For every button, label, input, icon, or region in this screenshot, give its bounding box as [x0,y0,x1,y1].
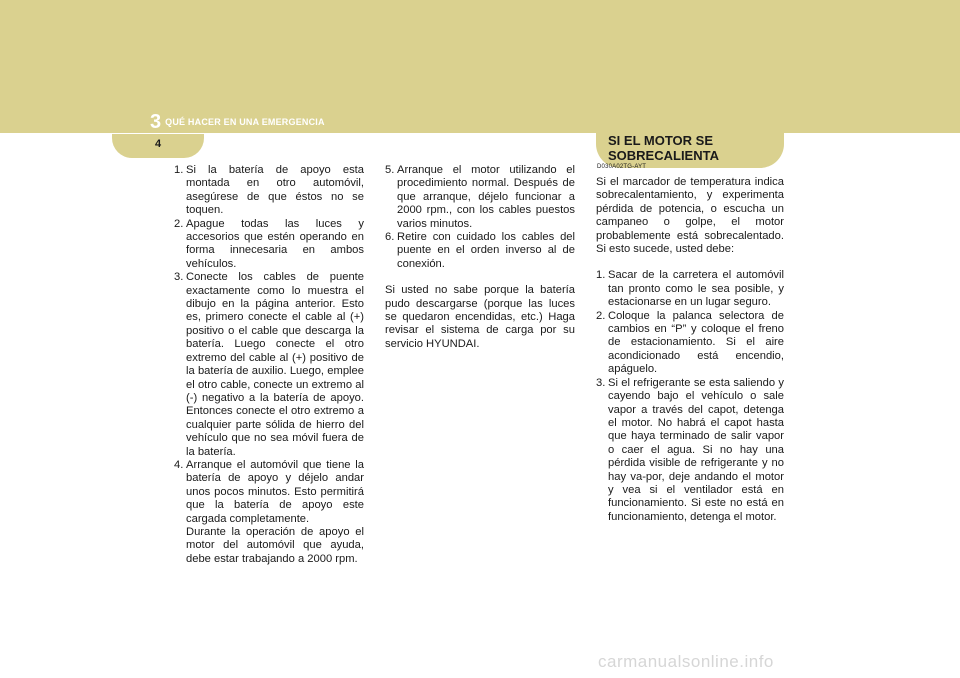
chapter-title: QUÉ HACER EN UNA EMERGENCIA [165,117,325,127]
item-number: 1. [596,269,606,282]
item-number: 1. [174,164,184,176]
column-3 [596,176,784,524]
item-continuation: Durante la operación de apoyo el motor del automóvil que ayuda, debe estar trabajando a 2000 rpm. [186,525,364,565]
item-text: Arranque el automóvil que tiene la batería de apoyo y déjelo andar unos pocos minutos. Esto permitirá que la batería de apoyo este cargada completamente. [186,458,364,525]
list-item [174,164,364,218]
column-1 [174,164,364,566]
list-item [596,310,784,377]
item-text: Arranque el motor utilizando el procedimiento normal. Después de que arranque, déjelo funcionar a 2000 rpm., con los cables puestos varios minutos. [397,164,575,230]
list-item [385,164,575,231]
item-number: 4. [174,458,184,471]
chapter-number: 3 [150,110,162,133]
chapter-header [150,110,325,134]
item-number: 3. [174,271,184,284]
item-text: Si la batería de apoyo esta montada en otro automóvil, asegúrese de que éstos no se toquen. [186,164,364,217]
paragraph: Si usted no sabe porque la batería pudo descargarse (porque las luces se quedaron encendidas, etc.) Haga revisar el sistema de carga por su servicio HYUNDAI. [385,284,575,350]
column-2 [385,164,575,351]
item-text: Si el refrigerante se esta saliendo y cayendo bajo el vehículo o sale vapor a través del capot, detenga el motor. No habrá el capot hasta que haya terminado de salir vapor o caer el agua. Si no hay una pérdida visible de refrigerante y no hay va-por, deje andando el motor y vea si el ventilador está en funcionamiento. Si este no está en funcionamiento, detenga el motor. [608,376,784,523]
item-number: 5. [385,164,395,176]
intro-paragraph: Si el marcador de temperatura indica sobrecalentamiento, y experimenta pérdida de potencia, o escucha un campaneo o golpe, el motor probablemente está sobrecalentado. Si esto sucede, usted debe: [596,176,784,256]
section-title-line2: SOBRECALIENTA [608,148,719,163]
list-item [596,269,784,309]
page-number: 4 [154,138,162,150]
item-number: 3. [596,376,606,389]
item-text: Sacar de la carretera el automóvil tan pronto como le sea posible, y estacionarse en un lugar seguro. [608,269,784,309]
item-text: Retire con cuidado los cables del puente en el orden inverso al de conexión. [397,231,575,270]
list-item [596,377,784,524]
list-item [385,231,575,271]
item-number: 6. [385,231,395,244]
section-code: D030A02TG-AYT [597,164,647,170]
section-title [608,133,719,163]
section-title-line1: SI EL MOTOR SE [608,133,713,148]
item-text: Coloque la palanca selectora de cambios en “P” y coloque el freno de estacionamiento. Si el aire acondicionado está encendio, apáguelo. [608,309,784,376]
item-text: Apague todas las luces y accesorios que estén operando en forma innecesaria en ambos vehículos. [186,217,364,270]
watermark: carmanualsonline.info [598,652,774,671]
item-number: 2. [174,217,184,230]
item-number: 2. [596,309,606,322]
list-item [174,459,364,526]
item-text: Conecte los cables de puente exactamente como lo muestra el dibujo en la página anterior. Esto es, primero conecte el cable al (+) positivo o el cable que descarga la batería. Luego conecte el otro extremo del cable al (+) positivo de la batería de auxilio. Luego, emplee el otro cable, conecte un extremo al (-) negativo a la batería de apoyo. Entonces conecte el otro extremo a cualquier parte sólida de hierro del vehículo que no sea móvil fuera de la batería. [186,271,364,458]
header-band [0,0,960,133]
list-item [174,271,364,459]
list-item [174,218,364,272]
